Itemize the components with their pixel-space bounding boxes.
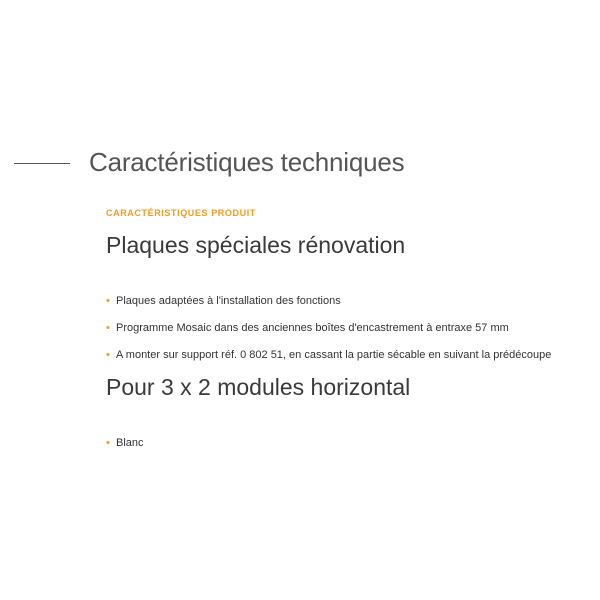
feature-text: Programme Mosaic dans des anciennes boîtes d'encastrement à entraxe 57 mm — [116, 322, 509, 334]
product-title: Plaques spéciales rénovation — [106, 232, 406, 258]
color-list — [106, 436, 144, 463]
bullet-icon: • — [106, 322, 110, 334]
bullet-icon: • — [106, 437, 110, 449]
list-item — [106, 321, 551, 335]
bullet-icon: • — [106, 349, 110, 361]
feature-text: Plaques adaptées à l'installation des fonctions — [116, 295, 341, 307]
color-text: Blanc — [116, 437, 144, 449]
feature-list — [106, 294, 551, 375]
product-subtitle: Pour 3 x 2 modules horizontal — [106, 374, 411, 400]
list-item — [106, 436, 144, 450]
section-divider-line — [14, 163, 70, 164]
list-item — [106, 294, 551, 308]
bullet-icon: • — [106, 295, 110, 307]
product-overline: CARACTÉRISTIQUES PRODUIT — [106, 208, 256, 218]
feature-text: A monter sur support réf. 0 802 51, en cassant la partie sécable en suivant la prédécoupe — [116, 349, 552, 361]
section-title: Caractéristiques techniques — [89, 147, 405, 177]
list-item — [106, 348, 551, 362]
